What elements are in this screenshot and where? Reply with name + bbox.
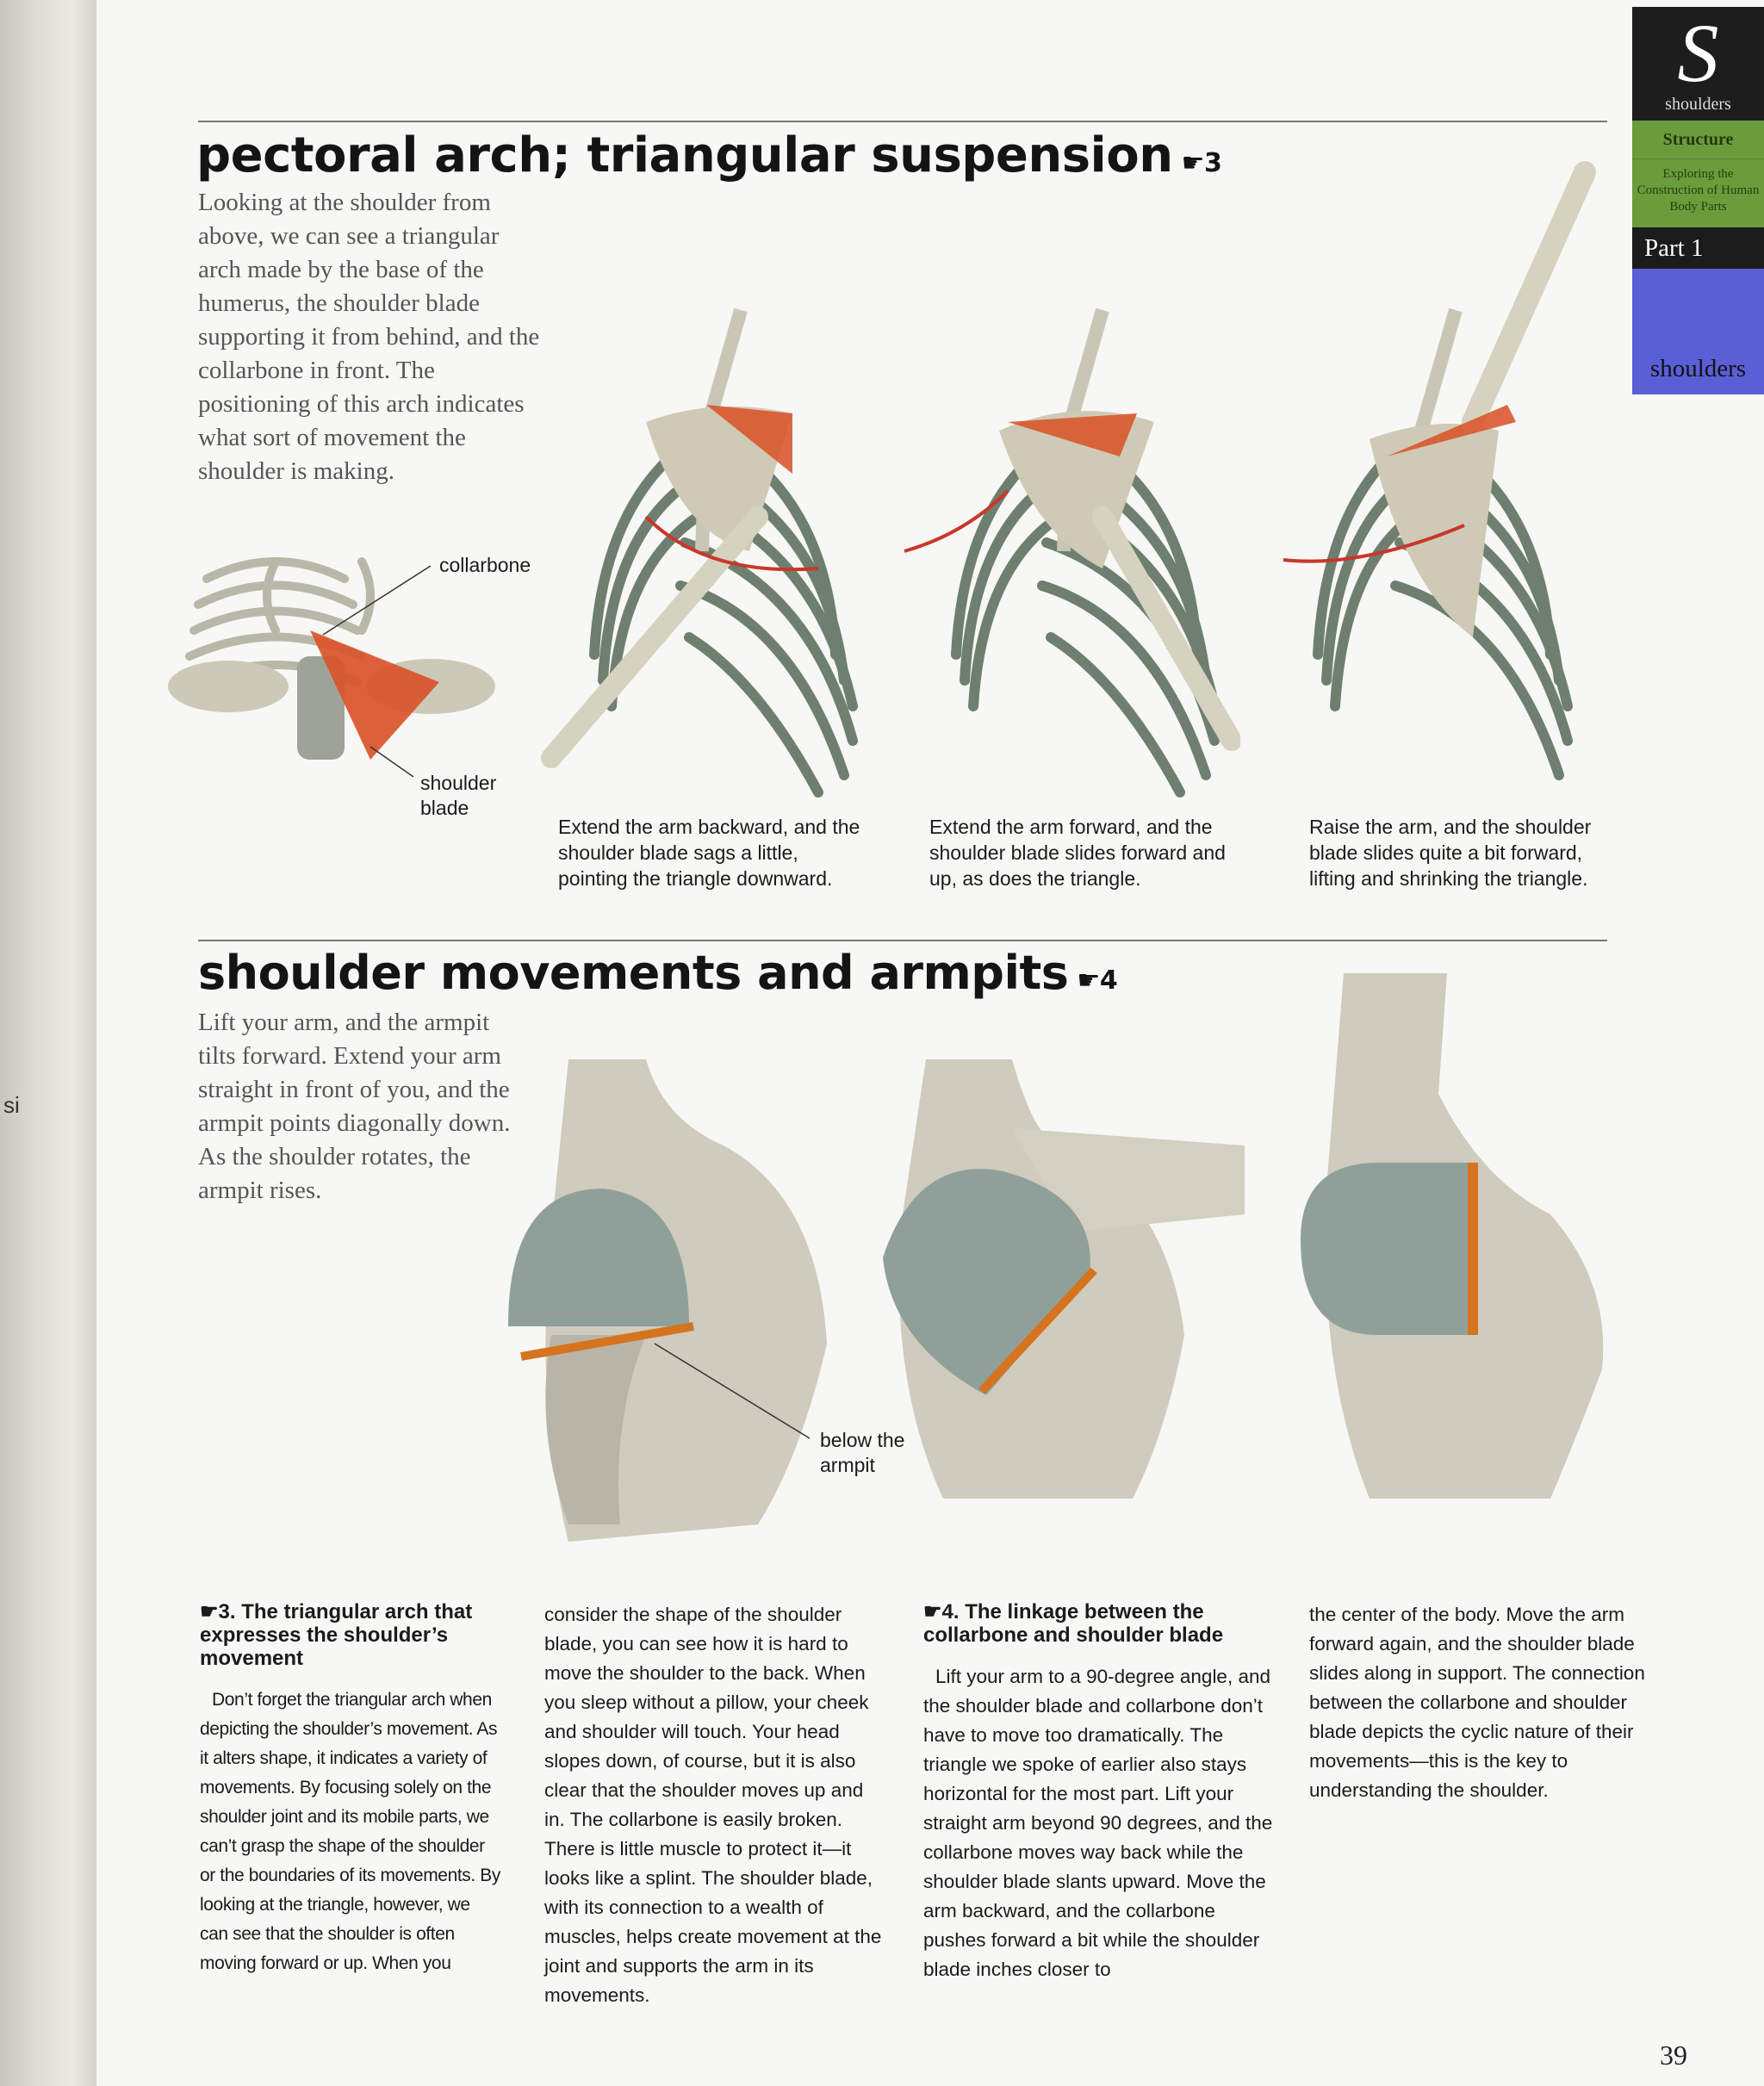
skeleton-arm-forward-figure <box>896 293 1240 801</box>
column-text: Don’t forget the triangular arch when depicting the shoulder’s movement. As it alters shape, it indicates a variety of movements. By focusing solely on the shoulder joint and its mobile parts, we can’t grasp the shape of the shoulder or the boundaries of its movements. By looking at the triangle, however, we can see that the shoulder is often moving forward or up. When you <box>200 1690 500 1973</box>
section-rule <box>198 940 1607 941</box>
tab-exploring: Exploring the Construction of Human Body Parts <box>1632 158 1764 227</box>
section-ref: ☛3 <box>1181 148 1222 178</box>
chapter-letter: S <box>1677 7 1719 99</box>
section-intro: Lift your arm, and the armpit tilts forward. Extend your arm straight in front of you, and the armpit points diagonally down. As the shoulder rotates, the armpit rises. <box>198 1009 511 1204</box>
skeleton-arm-raised-figure <box>1258 155 1619 801</box>
page-number: 39 <box>1660 2039 1687 2070</box>
column-3 <box>923 1600 1276 1984</box>
tab-part: Part 1 <box>1632 227 1764 269</box>
collarbone-label: collarbone <box>439 554 531 576</box>
caption-arm-backward: Extend the arm backward, and the shoulder blade sags a little, pointing the triangle downward. <box>558 816 860 890</box>
section-intro: Looking at the shoulder from above, we can see a triangular arch made by the base of the humerus, the shoulder blade supporting it from behind, and the collarbone in front. The positioning of this arch indicates what sort of movement the shoulder is making. <box>198 189 540 485</box>
column-heading: ☛3. The triangular arch that expresses the shoulder’s movement <box>200 1600 473 1670</box>
section-title: shoulder movements and armpits ☛4 <box>198 946 1118 1000</box>
tab-chapter: shoulders <box>1632 269 1764 394</box>
skeleton-arm-backward-figure <box>534 293 879 801</box>
chapter-letter-block <box>1632 7 1764 121</box>
column-2 <box>544 1600 889 2010</box>
armpit-shape <box>1301 1163 1473 1335</box>
column-4 <box>1309 1600 1654 1805</box>
column-text: consider the shape of the shoulder blade, you can see how it is hard to move the shoulder to the back. When you sleep without a pillow, your cheek and shoulder will touch. Your head slopes down, of course, but it is also clear that the shoulder moves up and in. The collarbone is easily broken. There is little muscle to protect it—it looks like a splint. The shoulder blade, with its connection to a wealth of muscles, helps create movement at the joint and supports the arm in its movements. <box>544 1604 882 2006</box>
column-text: Lift your arm to a 90-degree angle, and the shoulder blade and collarbone don’t have to move too dramatically. The triangle we spoke of earlier also stays horizontal for the most part. Lift your straight arm beyond 90 degrees, and the collarbone moves way back while the shoulder blade slants upward. Move the arm backward, and the collarbone pushes forward a bit while the shoulder blade inches closer to <box>923 1666 1273 1980</box>
column-heading: ☛4. The linkage between the collarbone and shoulder blade <box>923 1600 1224 1647</box>
chapter-tab <box>1632 7 1764 394</box>
page-gutter <box>0 0 96 2086</box>
torso-arm-forward-figure <box>874 1059 1270 1507</box>
section-rule <box>198 121 1607 122</box>
column-text: the center of the body. Move the arm forward again, and the shoulder blade slides along in support. The connection between the collarbone and shoulder blade depicts the cyclic nature of their movements—this is the key to understanding the shoulder. <box>1309 1604 1645 1801</box>
tab-structure: Structure <box>1632 121 1764 158</box>
torso-arm-lifted-figure <box>500 1059 844 1542</box>
column-1 <box>200 1600 501 1978</box>
caption-arm-forward: Extend the arm forward, and the shoulder blade slides forward and up, as does the triangle. <box>929 816 1226 890</box>
shoulder-blade-label: shoulder blade <box>420 772 497 819</box>
section-ref: ☛4 <box>1077 965 1118 996</box>
torso-arm-raised-figure <box>1292 973 1619 1507</box>
section-title: pectoral arch; triangular suspension ☛3 <box>196 127 1222 183</box>
armpit-label: below the armpit <box>820 1429 905 1476</box>
gutter-text: si <box>3 1092 20 1118</box>
caption-arm-raised: Raise the arm, and the shoulder blade slides quite a bit forward, lifting and shrinking the triangle. <box>1309 816 1592 890</box>
chapter-letter-sub: shoulders <box>1665 95 1731 114</box>
